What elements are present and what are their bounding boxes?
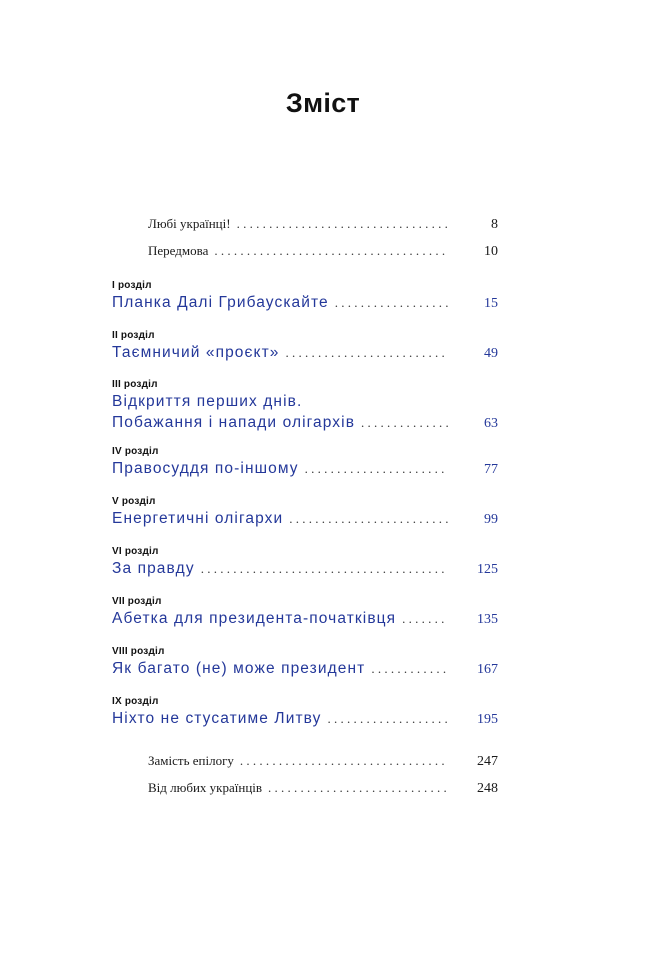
toc-chapter-6[interactable] [112, 546, 498, 579]
toc-chapter-3[interactable] [112, 379, 498, 433]
dot-leader [305, 461, 448, 477]
toc-chapter-8[interactable] [112, 646, 498, 679]
chapter-title: За правду [112, 560, 195, 577]
toc-page-number: 135 [477, 612, 498, 627]
toc-entry-title: Передмова [148, 243, 209, 258]
toc-entry-preface[interactable] [148, 242, 498, 260]
toc-entry-greeting[interactable] [148, 215, 498, 233]
toc-page-number: 10 [484, 244, 498, 259]
toc-chapter-5[interactable] [112, 496, 498, 529]
chapter-number: V розділ [112, 496, 156, 507]
chapter-number: ІІІ розділ [112, 379, 158, 390]
toc-chapter-4[interactable] [112, 446, 498, 479]
dot-leader [402, 611, 448, 627]
toc-page-number: 77 [484, 462, 498, 477]
chapter-title-line-2: Побажання і напади олігархів [112, 414, 356, 431]
chapter-number: ІІ розділ [112, 330, 155, 341]
dot-leader [335, 295, 448, 311]
toc-page-number: 99 [484, 512, 498, 527]
toc-page-number: 15 [484, 296, 498, 311]
toc-chapter-9[interactable] [112, 696, 498, 729]
toc-chapter-7[interactable] [112, 596, 498, 629]
chapter-number: VIII розділ [112, 646, 165, 657]
toc-chapter-1[interactable] [112, 280, 498, 313]
toc-entry-title: Замість епілогу [148, 753, 234, 768]
dot-leader [328, 711, 449, 727]
toc-chapter-2[interactable] [112, 330, 498, 363]
toc-page-number: 49 [484, 346, 498, 361]
toc-entry-title: Від любих українців [148, 780, 263, 795]
page-title: Зміст [285, 88, 361, 118]
chapter-number: IX розділ [112, 696, 159, 707]
chapter-number: VI розділ [112, 546, 159, 557]
chapter-title: Ніхто не стусатиме Литву [112, 710, 322, 727]
chapter-number: І розділ [112, 280, 152, 291]
toc-page-number: 8 [491, 217, 498, 232]
dot-leader [289, 511, 448, 527]
dot-leader [201, 561, 448, 577]
dot-leader [268, 780, 448, 796]
toc-page-number: 248 [477, 781, 498, 796]
toc-page-number: 125 [477, 562, 498, 577]
dot-leader [214, 243, 448, 259]
chapter-title: Планка Далі Грибаускайте [112, 294, 329, 311]
chapter-title: Енергетичні олігархи [112, 510, 284, 527]
chapter-title: Правосуддя по-іншому [112, 460, 299, 477]
chapter-title: Таємничий «проєкт» [112, 344, 280, 361]
chapter-title: Абетка для президента-початківця [112, 610, 397, 627]
toc-page-number: 247 [477, 754, 498, 769]
toc-entry-title: Любі українці! [148, 216, 231, 231]
toc-entry-epilogue[interactable] [148, 752, 498, 770]
dot-leader [371, 661, 448, 677]
chapter-title-line-1: Відкриття перших днів. [112, 393, 303, 410]
chapter-number: VII розділ [112, 596, 162, 607]
toc-entry-from-ukrainians[interactable] [148, 779, 498, 797]
chapter-title: Як багато (не) може президент [112, 660, 366, 677]
toc-page-number: 167 [477, 662, 498, 677]
toc-page-number: 63 [484, 416, 498, 431]
toc-page-number: 195 [477, 712, 498, 727]
dot-leader [237, 216, 448, 232]
dot-leader [240, 753, 448, 769]
dot-leader [361, 415, 448, 431]
chapter-number: IV розділ [112, 446, 159, 457]
dot-leader [286, 345, 448, 361]
